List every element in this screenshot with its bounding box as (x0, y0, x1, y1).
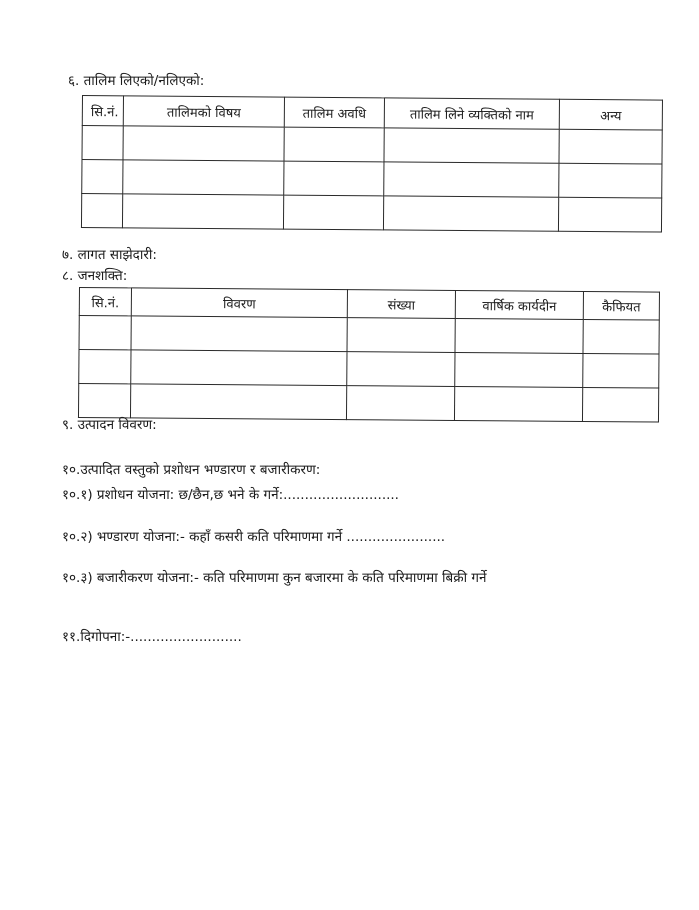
table-cell[interactable] (454, 386, 582, 421)
table-cell[interactable] (283, 195, 383, 230)
table-cell[interactable] (78, 384, 130, 418)
table-header-row (79, 288, 659, 321)
table-row (79, 316, 659, 355)
column-header-training-subject: तालिमको विषय (123, 96, 284, 127)
table-row (81, 194, 661, 233)
column-header-serial: सि.नं. (79, 288, 131, 316)
table-row (78, 384, 658, 423)
column-header-serial: सि.नं. (82, 96, 123, 126)
table-cell[interactable] (347, 318, 455, 353)
table-cell[interactable] (79, 350, 131, 384)
table-cell[interactable] (558, 197, 661, 232)
table-cell[interactable] (123, 160, 284, 195)
column-header-trainee-name: तालिम लिने व्यक्तिको नाम (384, 98, 559, 129)
column-header-description: विवरण (131, 288, 347, 318)
table-cell[interactable] (131, 316, 347, 352)
table-cell[interactable] (559, 129, 662, 164)
training-table (81, 95, 663, 233)
column-header-remarks: कैफियत (583, 291, 659, 320)
table-row (79, 350, 659, 389)
column-header-other: अन्य (559, 99, 662, 130)
table-cell[interactable] (81, 194, 122, 228)
column-header-training-duration: तालिम अवधि (284, 97, 384, 128)
section-10-heading: १०.उत्पादित वस्तुको प्रशोधन भण्डारण र बजारीकरण: (62, 462, 321, 478)
table-cell[interactable] (82, 160, 123, 194)
section-10-1-processing: १०.१) प्रशोधन योजना: छ/छैन,छ भने के गर्ने:........................... (62, 487, 399, 503)
table-cell[interactable] (122, 194, 283, 229)
table-cell[interactable] (455, 318, 583, 353)
table-cell[interactable] (383, 196, 558, 231)
table-header-row (82, 96, 662, 131)
manpower-table (78, 287, 660, 423)
table-cell[interactable] (583, 353, 659, 388)
section-10-2-storage: १०.२) भण्डारण योजना:- कहाँ कसरी कति परिमाणमा गर्ने ....................... (62, 529, 446, 545)
table-row (82, 126, 662, 165)
column-header-count: संख्या (347, 290, 455, 319)
section-9-heading: ९. उत्पादन विवरण: (62, 417, 157, 433)
table-cell[interactable] (130, 384, 346, 420)
section-10-3-marketing: १०.३) बजारीकरण योजना:- कति परिमाणमा कुन बजारमा के कति परिमाणमा बिक्री गर्ने (62, 570, 487, 586)
table-cell[interactable] (284, 127, 384, 162)
table-cell[interactable] (79, 316, 131, 350)
section-6-heading: ६. तालिम लिएको/नलिएको: (68, 73, 205, 89)
table-cell[interactable] (384, 128, 559, 163)
table-cell[interactable] (582, 387, 658, 422)
table-cell[interactable] (384, 162, 559, 197)
table-cell[interactable] (455, 352, 583, 387)
table-cell[interactable] (347, 352, 455, 387)
table-cell[interactable] (583, 319, 659, 354)
table-cell[interactable] (131, 350, 347, 386)
table-cell[interactable] (559, 163, 662, 198)
section-7-heading: ७. लागत साझेदारी: (62, 247, 157, 263)
table-cell[interactable] (284, 161, 384, 196)
table-cell[interactable] (346, 386, 454, 421)
table-cell[interactable] (82, 126, 123, 160)
section-11-heading: ११.दिगोपना:-.......................... (62, 629, 242, 645)
section-8-heading: ८. जनशक्ति: (62, 268, 128, 284)
table-row (82, 160, 662, 199)
table-cell[interactable] (123, 126, 284, 161)
column-header-annual-workdays: वार्षिक कार्यदीन (455, 290, 583, 319)
